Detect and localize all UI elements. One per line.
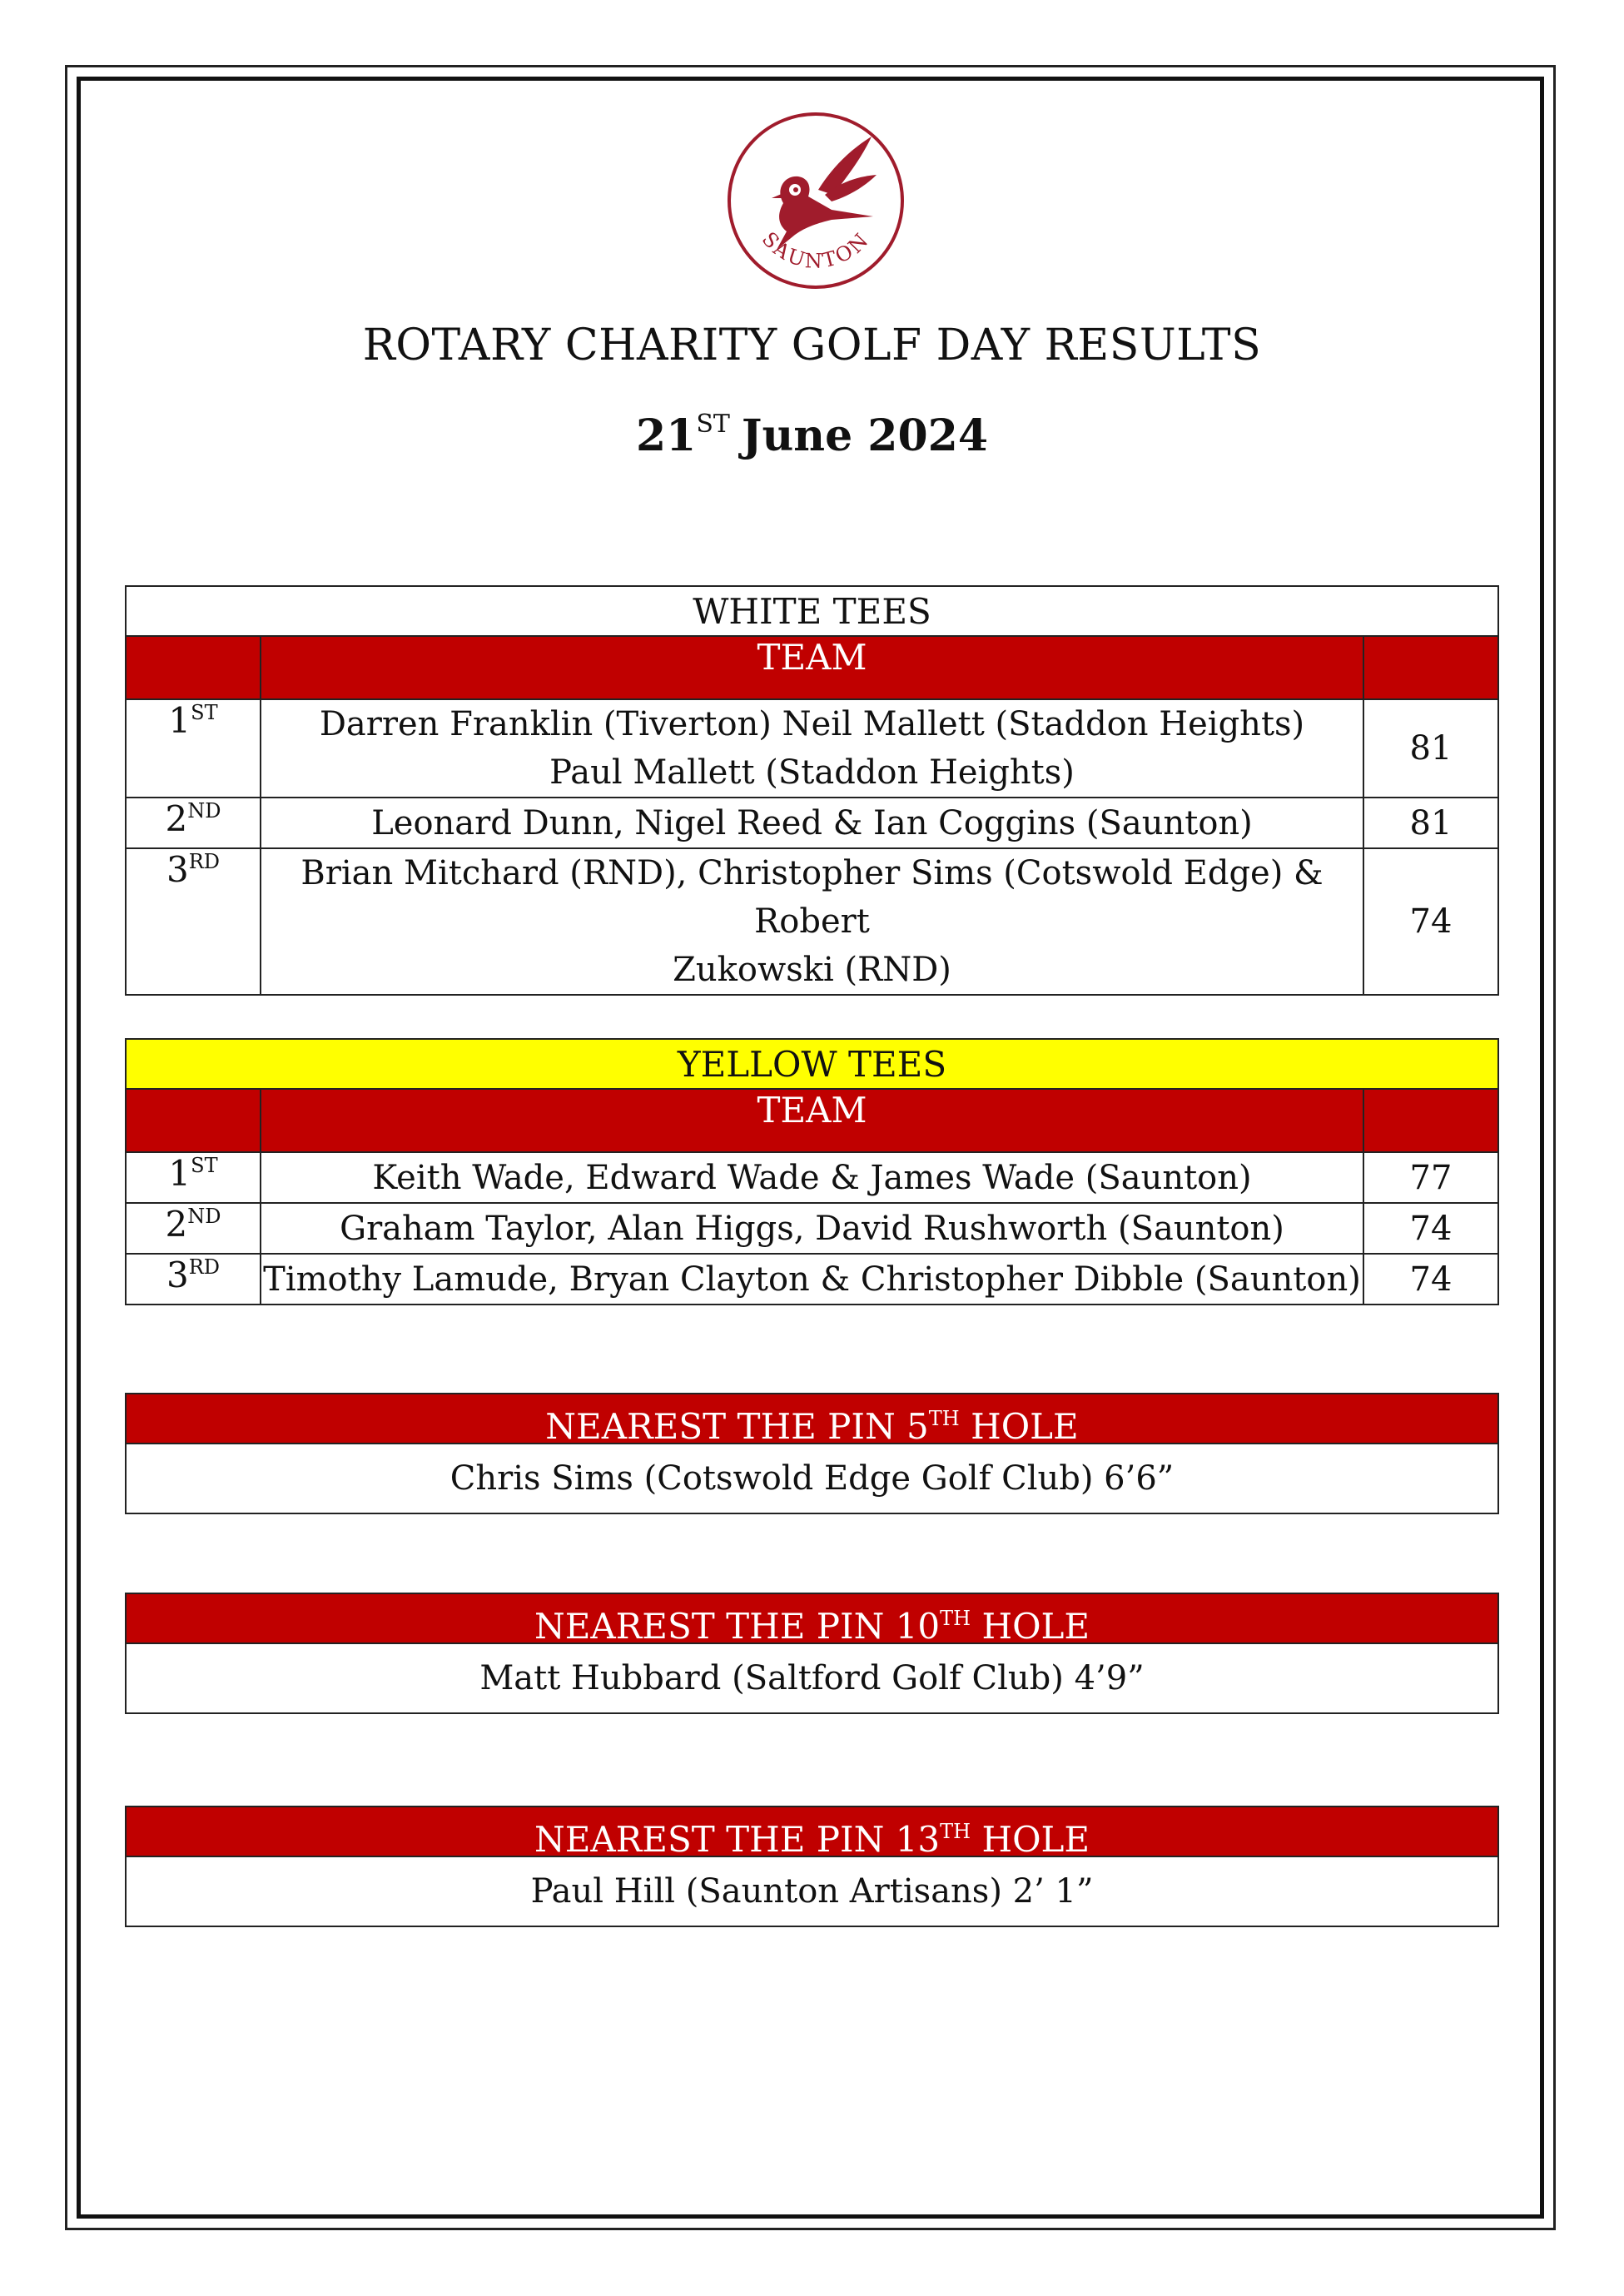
score-cell: 74 <box>1363 1203 1498 1254</box>
team-cell: Keith Wade, Edward Wade & James Wade (Saunton) <box>261 1152 1363 1203</box>
column-score-header <box>1363 636 1498 699</box>
column-position-header <box>126 1089 261 1152</box>
nearest-pin-winner: Matt Hubbard (Saltford Golf Club) 4’9” <box>479 1659 1145 1697</box>
nearest-pin-winner: Paul Hill (Saunton Artisans) 2’ 1” <box>530 1872 1094 1911</box>
score-cell: 81 <box>1363 699 1498 798</box>
team-cell: Graham Taylor, Alan Higgs, David Rushworth (Saunton) <box>261 1203 1363 1254</box>
table-row <box>126 1254 1498 1305</box>
yellow-tees-table <box>125 1038 1499 1305</box>
team-cell: Darren Franklin (Tiverton) Neil Mallett (Staddon Heights) Paul Mallett (Staddon Heights) <box>261 699 1363 798</box>
team-cell: Leonard Dunn, Nigel Reed & Ian Coggins (Saunton) <box>261 798 1363 848</box>
logo-text: SAUNTON <box>757 227 875 273</box>
nearest-pin-heading: NEAREST THE PIN 13TH HOLE <box>127 1807 1497 1857</box>
nearest-pin-heading: NEAREST THE PIN 5TH HOLE <box>127 1394 1497 1444</box>
position-cell: 3RD <box>126 1254 261 1305</box>
table-row <box>126 848 1498 995</box>
position-cell: 1ST <box>126 699 261 798</box>
position-cell: 3RD <box>126 848 261 995</box>
date-day: 21 <box>635 410 697 461</box>
score-cell: 81 <box>1363 798 1498 848</box>
position-cell: 1ST <box>126 1152 261 1203</box>
table-row <box>126 699 1498 798</box>
white-tees-heading-row <box>126 586 1498 636</box>
team-cell: Brian Mitchard (RND), Christopher Sims (Cotswold Edge) & Robert Zukowski (RND) <box>261 848 1363 995</box>
nearest-pin-winner: Chris Sims (Cotswold Edge Golf Club) 6’6” <box>449 1459 1175 1498</box>
saunton-logo <box>725 110 906 291</box>
white-tees-column-row <box>126 636 1498 699</box>
white-tees-table <box>125 585 1499 996</box>
page-title: ROTARY CHARITY GOLF DAY RESULTS <box>362 321 1262 370</box>
score-cell: 74 <box>1363 1254 1498 1305</box>
date-rest: June 2024 <box>741 410 989 461</box>
yellow-tees-heading-row <box>126 1039 1498 1089</box>
svg-text:SAUNTON <box>757 227 875 273</box>
table-row <box>126 1152 1498 1203</box>
event-date <box>0 410 1624 461</box>
nearest-pin-heading: NEAREST THE PIN 10TH HOLE <box>127 1594 1497 1644</box>
table-row <box>126 1203 1498 1254</box>
yellow-tees-heading: YELLOW TEES <box>126 1039 1498 1089</box>
date-suffix: ST <box>696 410 730 439</box>
yellow-tees-column-row <box>126 1089 1498 1152</box>
score-cell: 77 <box>1363 1152 1498 1203</box>
column-team-header: TEAM <box>261 1089 1363 1152</box>
nearest-pin-5th-box <box>125 1393 1499 1514</box>
white-tees-heading: WHITE TEES <box>126 586 1498 636</box>
column-score-header <box>1363 1089 1498 1152</box>
score-cell: 74 <box>1363 848 1498 995</box>
column-team-header: TEAM <box>261 636 1363 699</box>
position-cell: 2ND <box>126 1203 261 1254</box>
table-row <box>126 798 1498 848</box>
team-cell: Timothy Lamude, Bryan Clayton & Christopher Dibble (Saunton) <box>261 1254 1363 1305</box>
nearest-pin-10th-box <box>125 1593 1499 1714</box>
nearest-pin-13th-box <box>125 1806 1499 1927</box>
position-cell: 2ND <box>126 798 261 848</box>
column-position-header <box>126 636 261 699</box>
